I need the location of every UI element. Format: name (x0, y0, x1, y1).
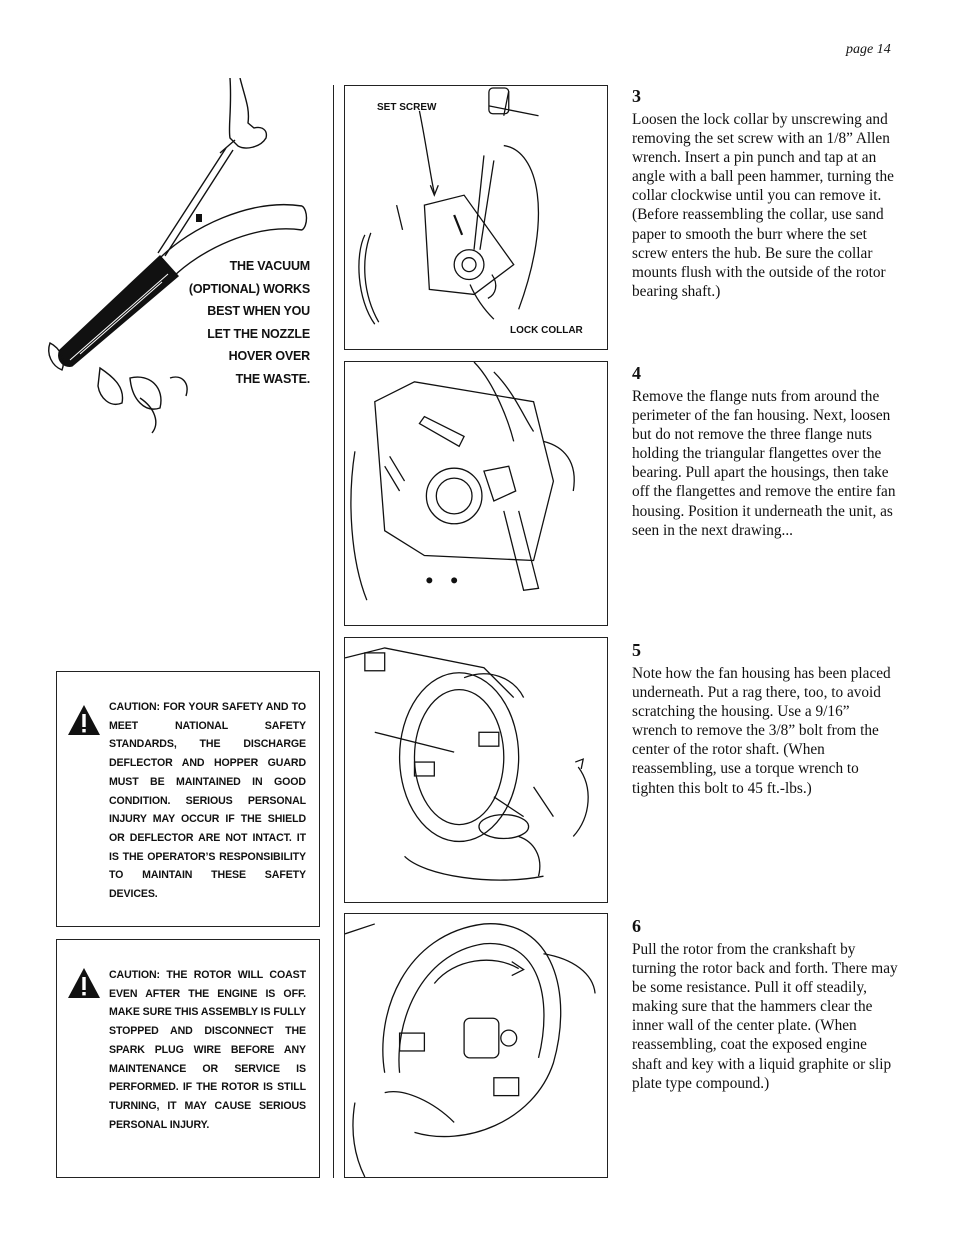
callout-line: (OPTIONAL) WORKS (188, 281, 310, 296)
step-number: 6 (632, 916, 641, 936)
step-text: Note how the fan housing has been placed underneath. Put a rag there, too, to avoid scratching the housing. Use a 9/16” wrench to remove the 3/8” bolt from the center of the rotor shaft. (When reassembling, use a torque wrench to tighten this bolt to 45 ft.-lbs.) (632, 665, 891, 797)
callout-line: LET THE NOZZLE (207, 326, 310, 341)
callout-line: THE WASTE. (235, 371, 310, 386)
column-divider (333, 85, 334, 1178)
figure-step-3 (344, 85, 608, 350)
callout-line: HOVER OVER (228, 349, 310, 363)
callout-line: THE VACUUM (229, 259, 310, 273)
step-number: 5 (632, 640, 641, 660)
figure-step-4 (344, 361, 608, 626)
figure-step-6 (344, 913, 608, 1178)
caution-box-rotor (56, 939, 320, 1178)
step-number: 4 (632, 363, 641, 383)
caution-text: CAUTION: FOR YOUR SAFETY AND TO MEET NATIONAL SAFETY STANDARDS, THE DISCHARGE DEFLECTOR AND HOPPER GUARD MUST BE MAINTAINED IN GOOD CONDITION. SERIOUS PERSONAL INJURY MAY OCCUR IF THE SHIELD OR DEFLECTOR ARE NOT INTACT. IT IS THE OPERATOR’S RESPONSIBILITY TO MAINTAIN THESE SAFETY DEVICES. (109, 701, 306, 901)
step-text: Pull the rotor from the crankshaft by turning the rotor back and forth. There may be some resistance. Pull it off steadily, making sure that the hammers clear the inner wall of the center plate. (When reassembling, coat the exposed engine shaft and key with a liquid graphite or slip plate type compound.) (632, 941, 898, 1092)
vacuum-callout (168, 255, 310, 390)
callout-line: BEST WHEN YOU (207, 304, 310, 318)
warning-icon (67, 967, 101, 999)
step-number: 3 (632, 86, 641, 106)
caution-box-safety (56, 671, 320, 927)
step-text: Loosen the lock collar by unscrewing and removing the set screw with an 1/8” Allen wrench. Insert a pin punch and tap at an angle with a ball peen hammer, turning the collar clockwise until you can remove it. (Before reassembling the collar, use sand paper to smooth the burr where the set screw enters the hub. Be sure the collar mounts flush with the outside of the rotor bearing shaft.) (632, 111, 894, 300)
step-4 (632, 363, 898, 540)
warning-icon (67, 704, 101, 736)
label-set-screw: SET SCREW (377, 102, 437, 113)
label-lock-collar: LOCK COLLAR (510, 325, 583, 336)
step-text: Remove the flange nuts from around the perimeter of the fan housing. Next, loosen but do not remove the three flange nuts holding the triangular flangettes over the bearing. Pull apart the housings, then take off the flangettes and remove the entire fan housing. Position it underneath the unit, as seen in the next drawing... (632, 388, 896, 539)
step-5 (632, 640, 898, 798)
step-3 (632, 86, 898, 301)
page-number: page 14 (846, 42, 891, 57)
step-6 (632, 916, 898, 1093)
caution-text: CAUTION: THE ROTOR WILL COAST EVEN AFTER THE ENGINE IS OFF. MAKE SURE THIS ASSEMBLY IS FULLY STOPPED AND DISCONNECT THE SPARK PLUG WIRE BEFORE ANY MAINTENANCE OR SERVICE IS PERFORMED. IF THE ROTOR IS STILL TURNING, IT MAY CAUSE SERIOUS PERSONAL INJURY. (109, 969, 306, 1131)
figure-step-5 (344, 637, 608, 903)
